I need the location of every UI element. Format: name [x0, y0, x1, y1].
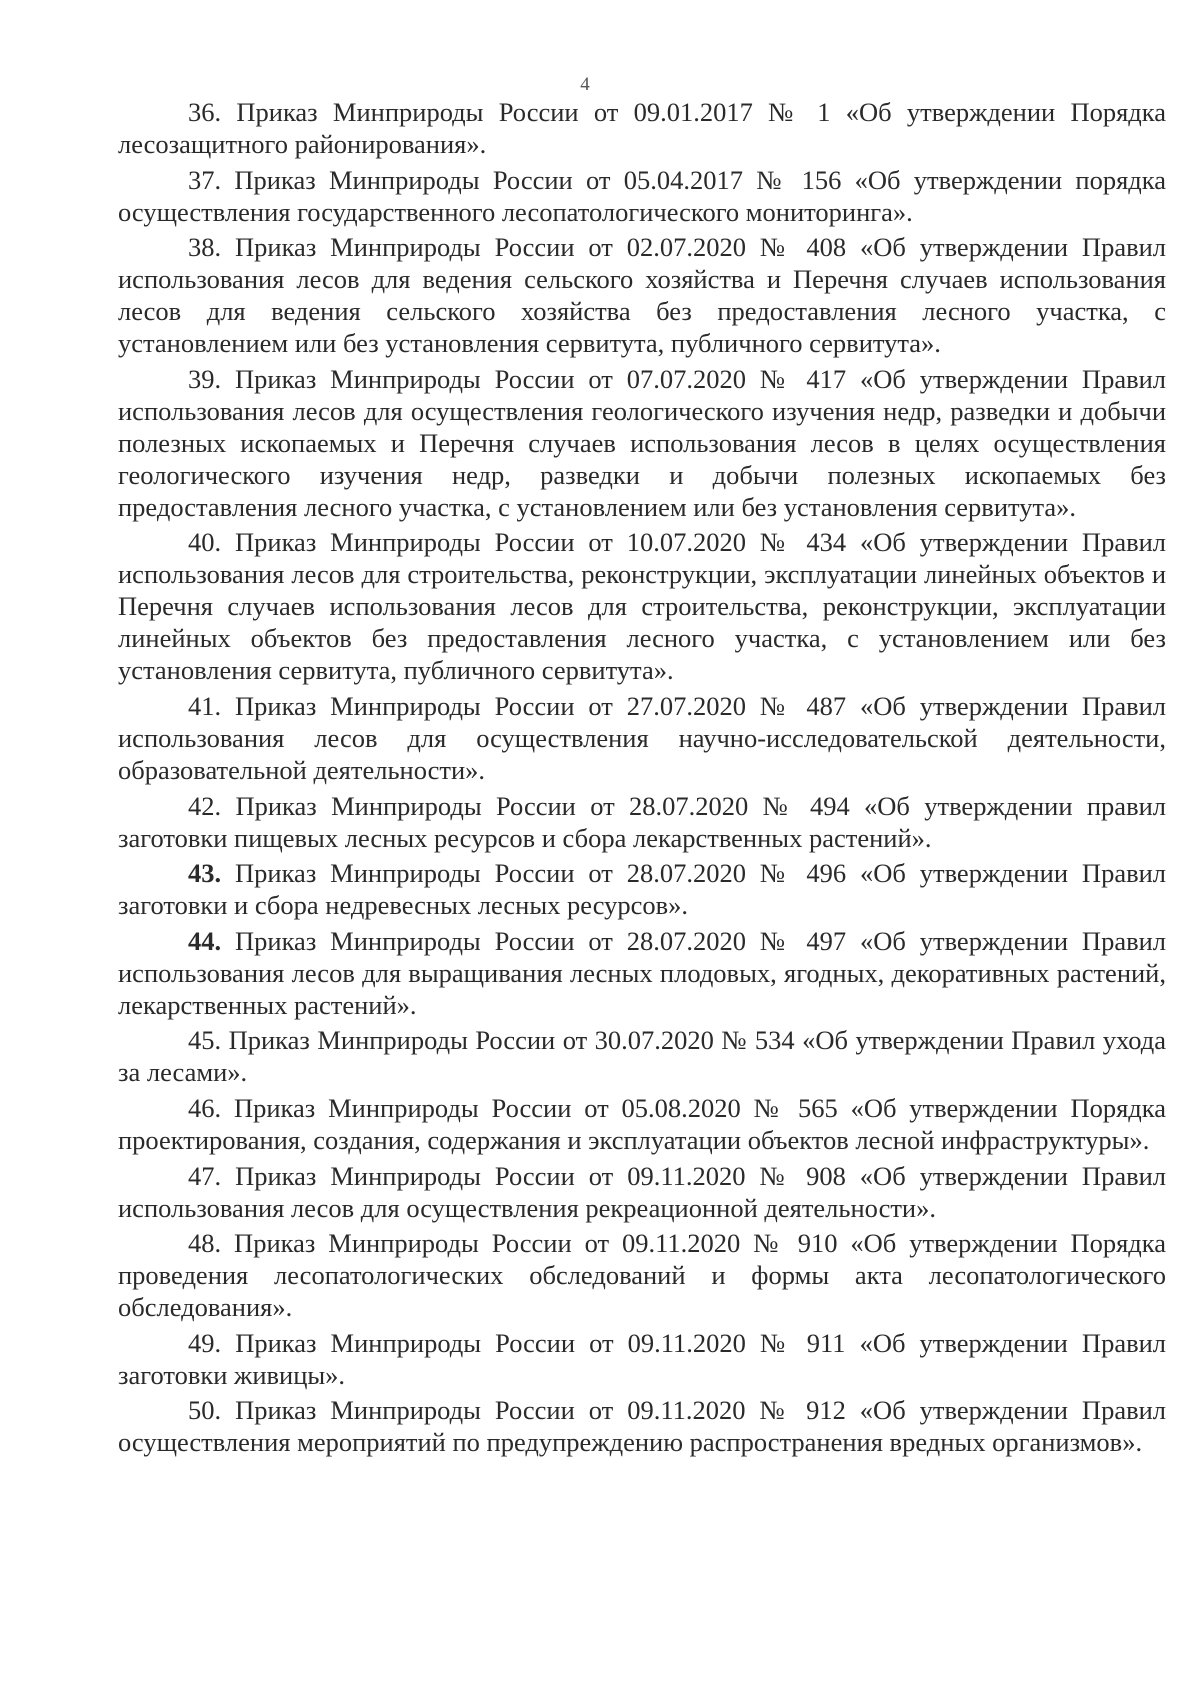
item-number: 45. — [188, 1025, 222, 1056]
item-number: 49. — [188, 1327, 222, 1358]
item-number: 48. — [188, 1228, 222, 1259]
list-item — [118, 925, 1166, 1021]
item-number: 36. — [188, 97, 222, 127]
list-item — [118, 1227, 1166, 1323]
item-number: 37. — [188, 164, 222, 195]
item-number: 44. — [188, 925, 222, 956]
list-item — [118, 1092, 1166, 1156]
list-item — [118, 1160, 1166, 1224]
item-number: 41. — [188, 690, 222, 721]
item-text: Приказ Минприроды России от 27.07.2020 № 487 «Об утверждении Правил использования лесов для осуществления научно-исследовательской деятельности, образовательной деятельности». — [118, 690, 1166, 785]
item-text: Приказ Минприроды России от 09.01.2017 № 1 «Об утверждении Порядка лесозащитного районирования». — [118, 97, 1166, 159]
list-item — [118, 164, 1166, 228]
item-number: 38. — [188, 232, 222, 263]
list-item — [118, 96, 1166, 160]
list-item — [118, 526, 1166, 686]
list-item — [118, 790, 1166, 854]
item-text: Приказ Минприроды России от 28.07.2020 № 496 «Об утверждении Правил заготовки и сбора недревесных лесных ресурсов». — [118, 858, 1166, 921]
order-list — [118, 96, 1166, 1462]
item-number: 46. — [188, 1092, 222, 1123]
item-text: Приказ Минприроды России от 09.11.2020 № 911 «Об утверждении Правил заготовки живицы». — [118, 1327, 1166, 1390]
list-item — [118, 231, 1166, 359]
item-number: 43. — [188, 858, 222, 889]
item-text: Приказ Минприроды России от 30.07.2020 № 534 «Об утверждении Правил ухода за лесами». — [118, 1025, 1166, 1088]
item-text: Приказ Минприроды России от 07.07.2020 № 417 «Об утверждении Правил использования лесов для осуществления геологического изучения недр, разведки и добычи полезных ископаемых и Перечня случаев использования лесов в целях осуществления геологического изучения недр, разведки и добычи полезных ископаемых без предоставления лесного участка, с установлением или без установления сервитута». — [118, 363, 1166, 522]
item-text: Приказ Минприроды России от 28.07.2020 № 494 «Об утверждении правил заготовки пищевых лесных ресурсов и сбора лекарственных растений». — [118, 790, 1166, 853]
item-number: 47. — [188, 1160, 222, 1191]
list-item — [118, 690, 1166, 786]
list-item — [118, 1024, 1166, 1088]
page-number: 4 — [580, 74, 590, 95]
item-text: Приказ Минприроды России от 09.11.2020 № 912 «Об утверждении Правил осуществления мероприятий по предупреждению распространения вредных организмов». — [118, 1395, 1166, 1458]
item-text: Приказ Минприроды России от 02.07.2020 № 408 «Об утверждении Правил использования лесов для ведения сельского хозяйства и Перечня случаев использования лесов для ведения сельского хозяйства без предоставления лесного участка, с установлением или без установления сервитута, публичного сервитута». — [118, 232, 1166, 359]
item-text: Приказ Минприроды России от 10.07.2020 № 434 «Об утверждении Правил использования лесов для строительства, реконструкции, эксплуатации линейных объектов и Перечня случаев использования лесов для строительства, реконструкции, эксплуатации линейных объектов без предоставления лесного участка, с установлением или без установления сервитута, публичного сервитута». — [118, 527, 1166, 686]
list-item — [118, 363, 1166, 523]
item-text: Приказ Минприроды России от 09.11.2020 № 908 «Об утверждении Правил использования лесов для осуществления рекреационной деятельности». — [118, 1160, 1166, 1223]
list-item — [118, 857, 1166, 921]
item-number: 40. — [188, 527, 222, 558]
item-text: Приказ Минприроды России от 05.08.2020 № 565 «Об утверждении Порядка проектирования, создания, содержания и эксплуатации объектов лесной инфраструктуры». — [118, 1092, 1166, 1155]
item-text: Приказ Минприроды России от 09.11.2020 № 910 «Об утверждении Порядка проведения лесопатологических обследований и формы акта лесопатологического обследования». — [118, 1228, 1166, 1323]
item-number: 39. — [188, 363, 222, 394]
item-text: Приказ Минприроды России от 28.07.2020 № 497 «Об утверждении Правил использования лесов для выращивания лесных плодовых, ягодных, декоративных растений, лекарственных растений». — [118, 925, 1166, 1020]
list-item — [118, 1394, 1166, 1458]
list-item — [118, 1327, 1166, 1391]
item-number: 42. — [188, 790, 222, 821]
item-text: Приказ Минприроды России от 05.04.2017 № 156 «Об утверждении порядка осуществления государственного лесопатологического мониторинга». — [118, 164, 1166, 227]
item-number: 50. — [188, 1395, 222, 1426]
